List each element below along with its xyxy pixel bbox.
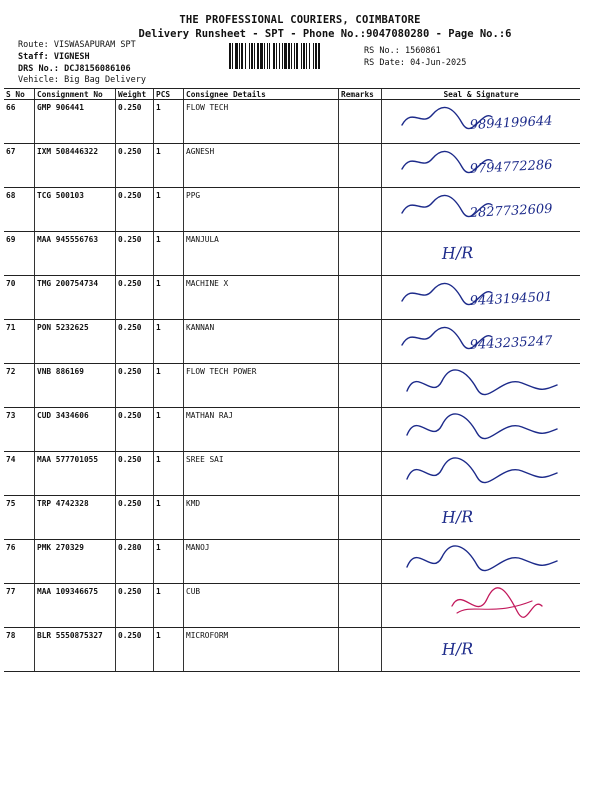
handwritten-text: H/R bbox=[441, 638, 474, 659]
row-pcs: 1 bbox=[154, 144, 184, 188]
table-row bbox=[4, 496, 580, 540]
col-consignment: Consignment No bbox=[35, 89, 116, 100]
row-consignment-no: MAA 577701055 bbox=[35, 452, 116, 496]
row-consignee: MICROFORM bbox=[184, 628, 339, 672]
row-sno: 66 bbox=[4, 100, 35, 144]
rs-date-label: RS Date: bbox=[364, 58, 405, 68]
table-row bbox=[4, 540, 580, 584]
row-signature bbox=[382, 100, 581, 144]
runsheet-title: Delivery Runsheet - SPT - Phone No.:9047080280 - Page No.:6 bbox=[138, 28, 512, 40]
row-sno: 76 bbox=[4, 540, 35, 584]
row-consignment-no: PMK 270329 bbox=[35, 540, 116, 584]
barcode-bar bbox=[309, 43, 310, 69]
row-consignee: MACHINE X bbox=[184, 276, 339, 320]
barcode-bar bbox=[269, 43, 270, 69]
row-weight: 0.250 bbox=[116, 628, 154, 672]
barcode-bar bbox=[241, 43, 243, 69]
row-pcs: 1 bbox=[154, 496, 184, 540]
col-signature: Seal & Signature bbox=[382, 89, 581, 100]
drs-value: DCJ8156086106 bbox=[64, 64, 131, 74]
table-row bbox=[4, 144, 580, 188]
row-sno: 74 bbox=[4, 452, 35, 496]
row-weight: 0.250 bbox=[116, 232, 154, 276]
row-sno: 73 bbox=[4, 408, 35, 452]
barcode-bar bbox=[273, 43, 275, 69]
row-sno: 75 bbox=[4, 496, 35, 540]
vehicle-value: Big Bag Delivery bbox=[64, 75, 146, 85]
barcode-bar bbox=[235, 43, 238, 69]
row-signature bbox=[382, 628, 581, 672]
handwritten-signature bbox=[382, 540, 580, 582]
table-row bbox=[4, 628, 580, 672]
row-sno: 67 bbox=[4, 144, 35, 188]
barcode-bar bbox=[232, 43, 233, 69]
barcode-bar bbox=[229, 43, 231, 69]
barcode-bar bbox=[239, 43, 240, 69]
row-sno: 70 bbox=[4, 276, 35, 320]
row-sno: 78 bbox=[4, 628, 35, 672]
row-signature bbox=[382, 452, 581, 496]
row-remarks bbox=[339, 584, 382, 628]
barcode-bar bbox=[288, 43, 290, 69]
table-row bbox=[4, 408, 580, 452]
row-pcs: 1 bbox=[154, 452, 184, 496]
row-remarks bbox=[339, 144, 382, 188]
row-consignment-no: CUD 3434606 bbox=[35, 408, 116, 452]
row-consignee: FLOW TECH POWER bbox=[184, 364, 339, 408]
row-consignee: PPG bbox=[184, 188, 339, 232]
handwritten-text: 9894199644 bbox=[469, 113, 553, 133]
route-value: VISWASAPURAM SPT bbox=[53, 40, 136, 50]
row-consignee: AGNESH bbox=[184, 144, 339, 188]
row-remarks bbox=[339, 320, 382, 364]
table-row bbox=[4, 452, 580, 496]
drs-label: DRS No.: bbox=[18, 64, 59, 74]
barcode-bar bbox=[245, 43, 246, 69]
row-remarks bbox=[339, 408, 382, 452]
table-row bbox=[4, 584, 580, 628]
col-sno: S No bbox=[4, 89, 35, 100]
row-signature bbox=[382, 276, 581, 320]
route-label: Route: bbox=[18, 40, 49, 50]
staff-line bbox=[18, 52, 90, 63]
rs-no-line bbox=[364, 45, 466, 57]
row-consignment-no: TRP 4742328 bbox=[35, 496, 116, 540]
barcode-bar bbox=[276, 43, 277, 69]
handwritten-signature bbox=[382, 364, 580, 406]
row-remarks bbox=[339, 188, 382, 232]
row-remarks bbox=[339, 540, 382, 584]
row-consignee: KMD bbox=[184, 496, 339, 540]
row-pcs: 1 bbox=[154, 408, 184, 452]
row-remarks bbox=[339, 452, 382, 496]
table-row bbox=[4, 232, 580, 276]
table-row bbox=[4, 320, 580, 364]
row-weight: 0.250 bbox=[116, 584, 154, 628]
rs-no-label: RS No.: bbox=[364, 46, 400, 56]
handwritten-signature bbox=[382, 452, 580, 494]
rs-info bbox=[364, 45, 466, 69]
barcode-bar bbox=[251, 43, 253, 69]
col-remarks: Remarks bbox=[339, 89, 382, 100]
table-row bbox=[4, 364, 580, 408]
barcode-bar bbox=[260, 43, 263, 69]
rs-date-value: 04-Jun-2025 bbox=[410, 58, 467, 68]
row-weight: 0.250 bbox=[116, 364, 154, 408]
row-signature bbox=[382, 232, 581, 276]
row-weight: 0.250 bbox=[116, 320, 154, 364]
handwritten-signature bbox=[382, 144, 580, 186]
table-row bbox=[4, 188, 580, 232]
barcode-bar bbox=[291, 43, 292, 69]
col-pcs: PCS bbox=[154, 89, 184, 100]
barcode-bar bbox=[254, 43, 255, 69]
company-title: THE PROFESSIONAL COURIERS, COIMBATORE bbox=[179, 14, 421, 26]
row-consignment-no: BLR 5550875327 bbox=[35, 628, 116, 672]
row-consignment-no: TMG 200754734 bbox=[35, 276, 116, 320]
barcode-bar bbox=[303, 43, 305, 69]
row-consignment-no: TCG 500103 bbox=[35, 188, 116, 232]
signature-stroke bbox=[407, 458, 557, 483]
barcode-bar bbox=[279, 43, 280, 69]
vehicle-label: Vehicle: bbox=[18, 75, 59, 85]
row-remarks bbox=[339, 628, 382, 672]
handwritten-signature bbox=[382, 276, 580, 318]
handwritten-text: 9443194501 bbox=[469, 289, 553, 309]
row-pcs: 1 bbox=[154, 100, 184, 144]
barcode-bar bbox=[296, 43, 298, 69]
row-weight: 0.250 bbox=[116, 496, 154, 540]
row-signature bbox=[382, 144, 581, 188]
barcode-bar bbox=[264, 43, 265, 69]
row-signature bbox=[382, 496, 581, 540]
row-remarks bbox=[339, 364, 382, 408]
barcode-bar bbox=[306, 43, 307, 69]
rs-no-value: 1560861 bbox=[404, 46, 441, 56]
row-pcs: 1 bbox=[154, 540, 184, 584]
barcode-bar bbox=[257, 43, 259, 69]
handwritten-signature bbox=[382, 320, 580, 362]
col-weight: Weight bbox=[116, 89, 154, 100]
row-pcs: 1 bbox=[154, 628, 184, 672]
row-weight: 0.250 bbox=[116, 100, 154, 144]
rs-date-line bbox=[364, 57, 466, 69]
handwritten-text: 9443235247 bbox=[469, 333, 553, 353]
row-consignee: MANOJ bbox=[184, 540, 339, 584]
signature-stroke bbox=[407, 414, 557, 439]
row-signature bbox=[382, 408, 581, 452]
row-consignment-no: PON 5232625 bbox=[35, 320, 116, 364]
row-consignee: SREE SAI bbox=[184, 452, 339, 496]
handwritten-signature bbox=[382, 188, 580, 230]
row-pcs: 1 bbox=[154, 364, 184, 408]
barcode-bar bbox=[313, 43, 314, 69]
signature-stroke bbox=[407, 370, 557, 395]
handwritten-text: H/R bbox=[441, 506, 474, 527]
row-remarks bbox=[339, 100, 382, 144]
col-consignee: Consignee Details bbox=[184, 89, 339, 100]
route-line bbox=[18, 40, 136, 51]
barcode-bar bbox=[282, 43, 283, 69]
row-weight: 0.250 bbox=[116, 408, 154, 452]
row-consignment-no: GMP 906441 bbox=[35, 100, 116, 144]
row-consignee: CUB bbox=[184, 584, 339, 628]
handwritten-signature bbox=[382, 232, 580, 274]
table-header-row bbox=[4, 89, 580, 100]
signature-stroke bbox=[407, 546, 557, 571]
handwritten-signature bbox=[382, 584, 580, 626]
row-signature bbox=[382, 320, 581, 364]
row-consignment-no: IXM 508446322 bbox=[35, 144, 116, 188]
row-sno: 72 bbox=[4, 364, 35, 408]
row-consignee: FLOW TECH bbox=[184, 100, 339, 144]
row-consignment-no: MAA 109346675 bbox=[35, 584, 116, 628]
table-row bbox=[4, 100, 580, 144]
row-remarks bbox=[339, 276, 382, 320]
row-pcs: 1 bbox=[154, 188, 184, 232]
row-signature bbox=[382, 188, 581, 232]
handwritten-signature bbox=[382, 628, 580, 670]
row-pcs: 1 bbox=[154, 584, 184, 628]
row-sno: 69 bbox=[4, 232, 35, 276]
table-row bbox=[4, 276, 580, 320]
row-weight: 0.250 bbox=[116, 144, 154, 188]
row-consignee: KANNAN bbox=[184, 320, 339, 364]
row-weight: 0.280 bbox=[116, 540, 154, 584]
row-weight: 0.250 bbox=[116, 276, 154, 320]
handwritten-signature bbox=[382, 496, 580, 538]
barcode-bar bbox=[249, 43, 250, 69]
row-pcs: 1 bbox=[154, 276, 184, 320]
vehicle-line bbox=[18, 75, 146, 86]
barcode-bar bbox=[294, 43, 295, 69]
barcode bbox=[229, 43, 359, 69]
consignment-table bbox=[4, 88, 580, 672]
barcode-bar bbox=[318, 43, 320, 69]
handwritten-text: 2827732609 bbox=[469, 201, 553, 221]
row-signature bbox=[382, 584, 581, 628]
handwritten-signature bbox=[382, 408, 580, 450]
staff-label: Staff: bbox=[18, 52, 49, 62]
row-remarks bbox=[339, 232, 382, 276]
row-remarks bbox=[339, 496, 382, 540]
handwritten-text: 9794772286 bbox=[469, 157, 553, 177]
row-weight: 0.250 bbox=[116, 188, 154, 232]
handwritten-text: H/R bbox=[441, 242, 474, 263]
handwritten-signature bbox=[382, 100, 580, 142]
row-sno: 68 bbox=[4, 188, 35, 232]
row-consignment-no: VNB 886169 bbox=[35, 364, 116, 408]
row-consignee: MANJULA bbox=[184, 232, 339, 276]
barcode-bar bbox=[315, 43, 317, 69]
row-consignment-no: MAA 945556763 bbox=[35, 232, 116, 276]
row-pcs: 1 bbox=[154, 232, 184, 276]
row-sno: 71 bbox=[4, 320, 35, 364]
barcode-bar bbox=[284, 43, 287, 69]
drs-line bbox=[18, 64, 131, 75]
row-signature bbox=[382, 364, 581, 408]
staff-value: VIGNESH bbox=[53, 52, 90, 62]
row-weight: 0.250 bbox=[116, 452, 154, 496]
barcode-bar bbox=[301, 43, 302, 69]
row-pcs: 1 bbox=[154, 320, 184, 364]
barcode-bar bbox=[267, 43, 268, 69]
row-signature bbox=[382, 540, 581, 584]
row-sno: 77 bbox=[4, 584, 35, 628]
row-consignee: MATHAN RAJ bbox=[184, 408, 339, 452]
